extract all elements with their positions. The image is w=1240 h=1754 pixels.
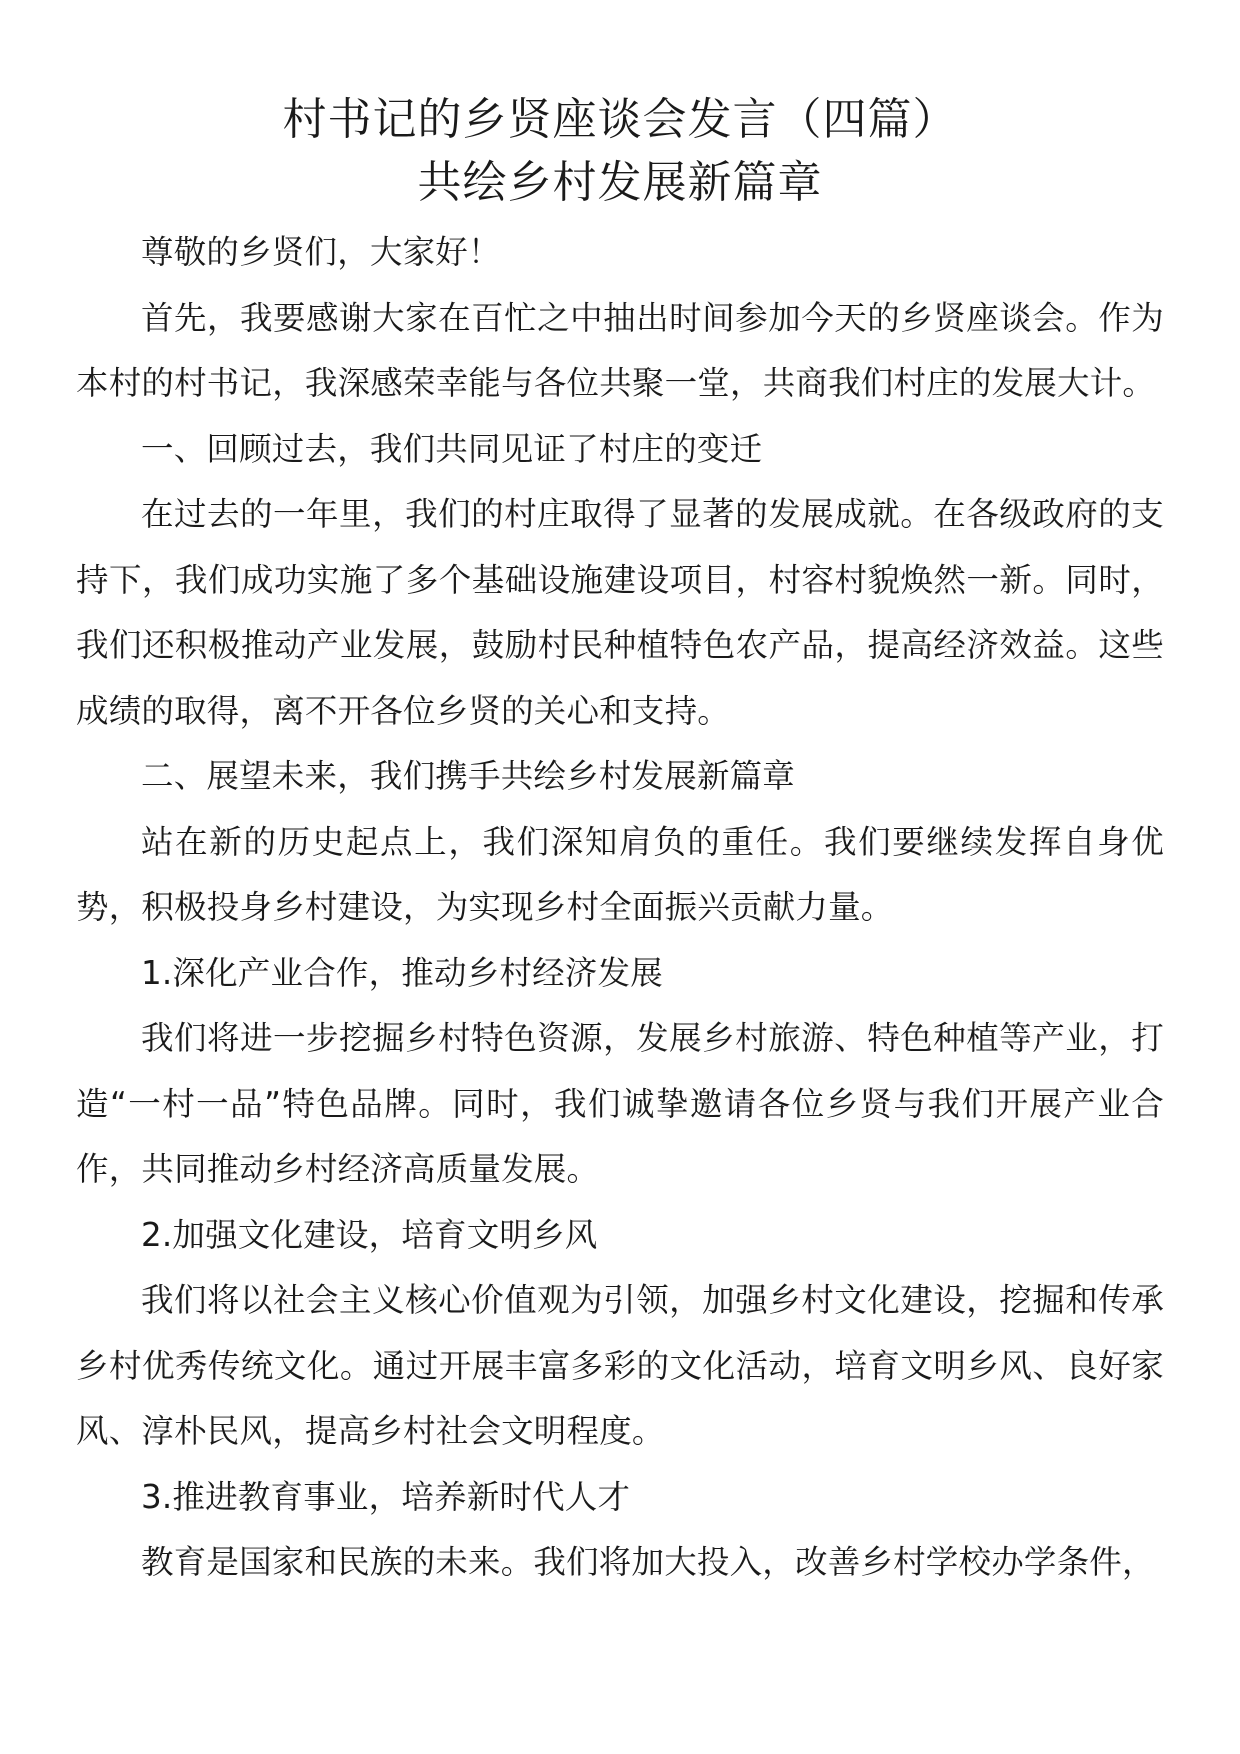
document-title: 村书记的乡贤座谈会发言（四篇） <box>282 94 958 145</box>
intro-paragraph: 首先，我要感谢大家在百忙之中抽出时间参加今天的乡贤座谈会。作为本村的村书记，我深感荣幸能与各位共聚一堂，共商我们村庄的发展大计。 <box>76 298 1164 402</box>
item2-heading: 2.加强文化建设，培育文明乡风 <box>141 1215 598 1254</box>
item1-paragraph: 我们将进一步挖掘乡村特色资源，发展乡村旅游、特色种植等产业，打造“一村一品”特色品牌。同时，我们诚挚邀请各位乡贤与我们开展产业合作，共同推动乡村经济高质量发展。 <box>76 1019 1164 1188</box>
section1-heading: 一、回顾过去，我们共同见证了村庄的变迁 <box>141 429 763 468</box>
item3-heading: 3.推进教育事业，培养新时代人才 <box>141 1477 631 1516</box>
section1-paragraph: 在过去的一年里，我们的村庄取得了显著的发展成就。在各级政府的支持下，我们成功实施了多个基础设施建设项目，村容村貌焕然一新。同时，我们还积极推动产业发展，鼓励村民种植特色农产品，提高经济效益。这些成绩的取得，离不开各位乡贤的关心和支持。 <box>76 495 1164 730</box>
item1-heading: 1.深化产业合作，推动乡村经济发展 <box>141 953 663 992</box>
document-subtitle: 共绘乡村发展新篇章 <box>417 157 823 208</box>
greeting-paragraph: 尊敬的乡贤们，大家好！ <box>141 233 501 271</box>
section2-heading: 二、展望未来，我们携手共绘乡村发展新篇章 <box>141 757 796 795</box>
item3-paragraph: 教育是国家和民族的未来。我们将加大投入，改善乡村学校办学条件， <box>141 1543 1155 1581</box>
item2-paragraph: 我们将以社会主义核心价值观为引领，加强乡村文化建设，挖掘和传承乡村优秀传统文化。通过开展丰富多彩的文化活动，培育文明乡风、良好家风、淳朴民风，提高乡村社会文明程度。 <box>76 1281 1164 1450</box>
section2-paragraph: 站在新的历史起点上，我们深知肩负的重任。我们要继续发挥自身优势，积极投身乡村建设，为实现乡村全面振兴贡献力量。 <box>76 822 1164 926</box>
